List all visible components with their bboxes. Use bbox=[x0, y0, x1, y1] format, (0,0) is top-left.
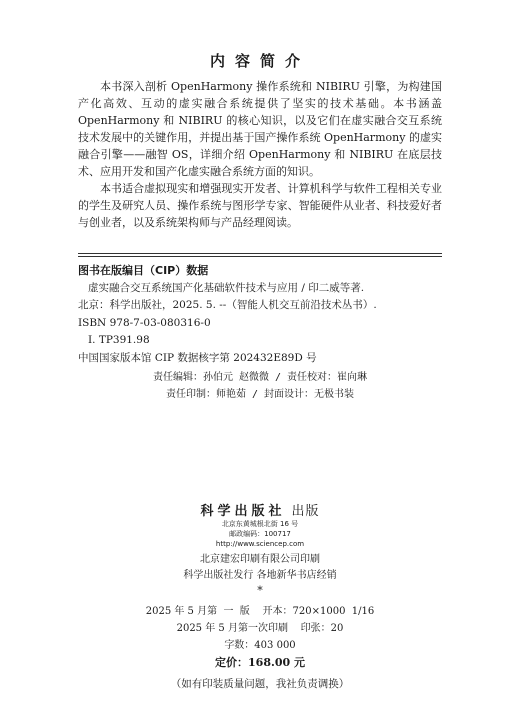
cip-isbn: ISBN 978-7-03-080316-0 bbox=[78, 316, 211, 329]
distributor-line: 科学出版社发行 各地新华书店经销 bbox=[183, 570, 337, 581]
cip-block bbox=[78, 262, 442, 367]
divider-line bbox=[78, 253, 442, 254]
editor-line-2: 责任印制：师艳茹 / 封面设计：无极书装 bbox=[165, 389, 355, 400]
publisher-address: 北京东黄城根北街 16 号 bbox=[221, 520, 299, 528]
page-title: 内容简介 bbox=[209, 52, 310, 70]
printing-line: 2025 年 5 月第一次印刷 印张：20 bbox=[176, 623, 344, 634]
cip-classification: Ⅰ. TP391.98 bbox=[88, 334, 150, 346]
publisher-name-line bbox=[0, 500, 520, 519]
abstract-paragraph-1: 本书深入剖析 OpenHarmony 操作系统和 NIBIRU 引擎，为构建国产化高效、互动的虚实融合系统提供了坚实的技术基础。本书涵盖 OpenHarmony 和 NIBIRU 的核心知识，以及它们在虚实融合交互系统技术发展中的关键作用，并提出基于国产操作系统 OpenHarmony 的虚实融合引擎——融智 OS，详细介绍 OpenHarmony 和 NIBIRU 在底层技术、应用开发和国产化虚实融合系统方面的知识。 bbox=[78, 80, 442, 178]
publisher-name: 科学出版社 bbox=[200, 504, 286, 519]
publisher-block bbox=[0, 500, 520, 549]
cip-heading: 图书在版编目（CIP）数据 bbox=[78, 264, 209, 277]
word-count: 字数：403 000 bbox=[224, 640, 296, 651]
cip-title-line: 虚实融合交互系统国产化基础软件技术与应用 / 印二威等著. bbox=[88, 281, 365, 294]
imprint-block bbox=[0, 552, 520, 598]
editor-line-1: 责任编辑：孙伯元 赵微微 / 责任校对：崔向琳 bbox=[152, 372, 368, 383]
divider-line bbox=[78, 256, 442, 257]
separator-star: * bbox=[257, 584, 263, 597]
cip-publisher-line: 北京：科学出版社，2025. 5. --（智能人机交互前沿技术丛书）. bbox=[78, 299, 377, 311]
printer-line: 北京建宏印刷有限公司印刷 bbox=[200, 554, 320, 565]
publisher-website: http://www.sciencep.com bbox=[215, 540, 305, 548]
quality-notice: （如有印装质量问题，我社负责调换） bbox=[170, 678, 350, 690]
specification-block bbox=[0, 603, 520, 671]
edition-line: 2025 年 5 月第 一 版 开本：720×1000 1/16 bbox=[145, 606, 375, 617]
abstract-paragraph-2: 本书适合虚拟现实和增强现实开发者、计算机科学与软件工程相关专业的学生及研究人员、操作系统与图形学专家、智能硬件从业者、科技爱好者与创业者，以及系统架构师与产品经理阅读。 bbox=[78, 182, 442, 229]
book-abstract bbox=[78, 78, 442, 231]
editorial-credits bbox=[78, 369, 442, 403]
cip-record-number: 中国国家版本馆 CIP 数据核字第 202432E89D 号 bbox=[78, 351, 317, 364]
publisher-postcode: 邮政编码：100717 bbox=[229, 530, 291, 538]
publisher-suffix: 出版 bbox=[291, 504, 320, 519]
price: 定价：168.00 元 bbox=[215, 656, 305, 669]
